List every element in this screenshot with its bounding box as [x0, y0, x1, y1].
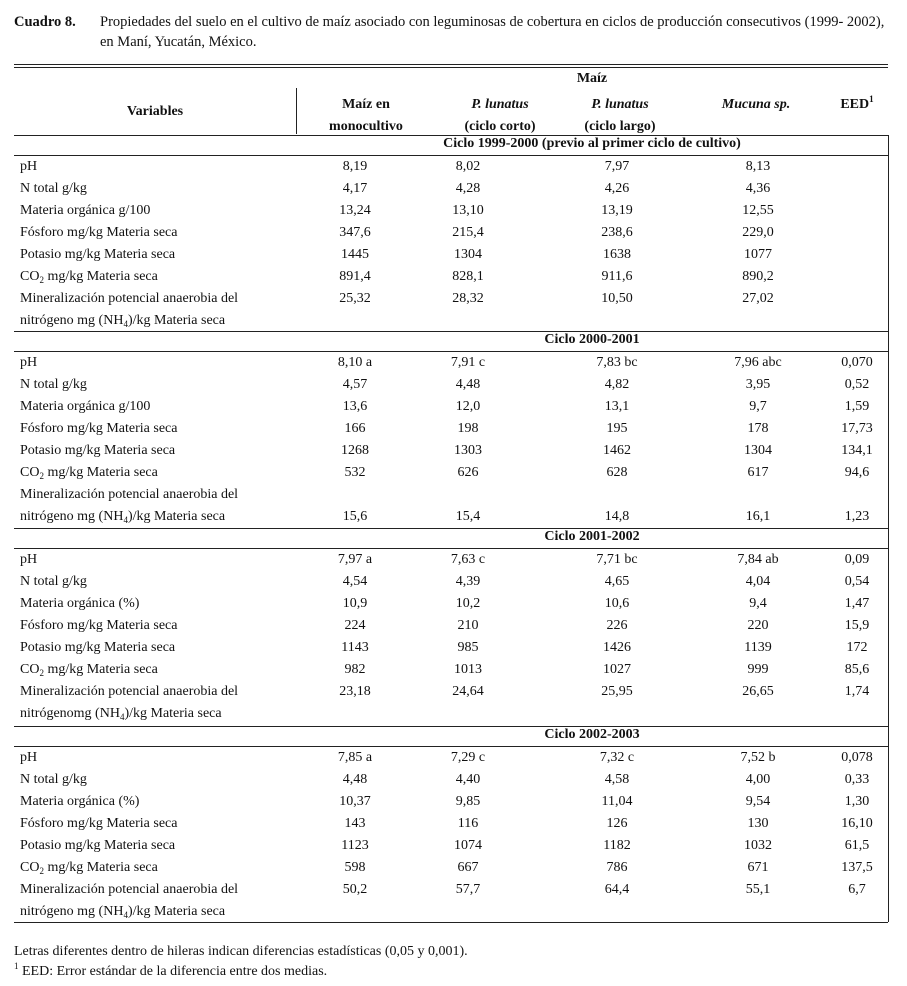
variable-text: Fósforo mg/kg Materia seca	[20, 225, 178, 240]
value-cell: 116	[457, 816, 479, 831]
section-title: Ciclo 2002-2003	[544, 727, 640, 742]
variable-subscript: 2	[39, 668, 44, 678]
value-cell: 27,02	[742, 291, 774, 306]
value-cell: 8,13	[745, 159, 771, 174]
value-cell: 667	[457, 860, 479, 875]
value-cell: 891,4	[339, 269, 371, 284]
value-cell: 626	[457, 465, 479, 480]
header-col-mucuna	[686, 94, 826, 116]
value-cell: 1013	[454, 662, 482, 677]
value-cell: 1139	[744, 640, 772, 655]
value-cell: 166	[344, 421, 366, 436]
rule-section-title-bottom-0	[14, 155, 888, 156]
value-cell: 7,32 c	[599, 750, 635, 765]
variable-text: pH	[20, 159, 38, 174]
variable-text: Fósforo mg/kg Materia seca	[20, 618, 178, 633]
value-cell: 126	[606, 816, 628, 831]
rule-section-title-bottom-1	[14, 351, 888, 352]
caption-text: Propiedades del suelo en el cultivo de maíz asociado con leguminosas de cobertura en ciclos de producción consecutivos (1999- 2002), en Maní, Yucatán, México.	[100, 14, 885, 50]
value-cell: 1268	[341, 443, 369, 458]
value-cell: 7,91 c	[450, 355, 486, 370]
value-cell: 13,1	[604, 399, 630, 414]
row-variable-label	[20, 639, 175, 657]
value-cell: 229,0	[742, 225, 774, 240]
note-significance: Letras diferentes dentro de hileras indican diferencias estadísticas (0,05 y 0,001).	[14, 944, 468, 959]
header-col-lunatus-largo	[550, 94, 690, 138]
variable-text: Materia orgánica g/100	[20, 203, 151, 218]
rule-top	[14, 64, 888, 65]
value-cell: 4,17	[342, 181, 368, 196]
variable-text: nitrógeno mg (NH	[20, 509, 124, 524]
header-col-eed-label: EED	[840, 97, 870, 112]
row-variable-label	[20, 661, 158, 679]
value-cell: 17,73	[841, 421, 873, 436]
value-cell: 7,97	[604, 159, 630, 174]
value-cell: 1462	[603, 443, 631, 458]
value-cell: 7,52 b	[740, 750, 776, 765]
value-cell: 4,39	[455, 574, 481, 589]
value-cell: 1032	[744, 838, 772, 853]
value-cell: 1077	[744, 247, 772, 262]
row-variable-label	[20, 158, 37, 176]
value-cell: 1182	[603, 838, 631, 853]
row-variable-label	[20, 180, 87, 198]
value-cell: 4,58	[604, 772, 630, 787]
variable-text: Potasio mg/kg Materia seca	[20, 247, 176, 262]
header-col-eed-footnote-mark: 1	[869, 94, 874, 104]
value-cell: 1,47	[844, 596, 870, 611]
value-cell: 9,7	[749, 399, 767, 414]
section-title: Ciclo 2000-2001	[544, 332, 640, 347]
variable-text: CO	[20, 269, 40, 284]
value-cell: 195	[606, 421, 628, 436]
variable-text: nitrógeno mg (NH	[20, 904, 124, 919]
variable-text: pH	[20, 750, 38, 765]
row-variable-label	[20, 749, 37, 767]
variable-text: CO	[20, 860, 40, 875]
variable-subscript: 4	[119, 712, 125, 722]
row-variable-label	[20, 312, 225, 330]
variable-text-suffix: )/kg Materia seca	[127, 904, 226, 919]
table-caption	[14, 12, 894, 52]
variable-text: Potasio mg/kg Materia seca	[20, 640, 176, 655]
value-cell: 1426	[603, 640, 631, 655]
value-cell: 15,6	[342, 509, 368, 524]
value-cell: 57,7	[455, 882, 481, 897]
value-cell: 143	[344, 816, 366, 831]
value-cell: 9,4	[749, 596, 767, 611]
header-col-lunatus-largo-line1: P. lunatus	[591, 97, 649, 112]
value-cell: 628	[606, 465, 628, 480]
value-cell: 7,96 abc	[734, 355, 782, 370]
variable-text: Mineralización potencial anaerobia del	[20, 882, 239, 897]
row-variable-label	[20, 551, 37, 569]
row-variable-label	[20, 837, 175, 855]
value-cell: 13,10	[452, 203, 484, 218]
note-eed-text: EED: Error estándar de la diferencia entre dos medias.	[18, 964, 328, 979]
value-cell: 16,10	[841, 816, 873, 831]
row-variable-label	[20, 442, 175, 460]
value-cell: 4,26	[604, 181, 630, 196]
value-cell: 1074	[454, 838, 482, 853]
variable-text: Fósforo mg/kg Materia seca	[20, 421, 178, 436]
variable-text: Mineralización potencial anaerobia del	[20, 487, 239, 502]
value-cell: 828,1	[452, 269, 484, 284]
variable-subscript: 2	[39, 275, 44, 285]
value-cell: 7,84 ab	[737, 552, 779, 567]
value-cell: 7,63 c	[450, 552, 486, 567]
value-cell: 671	[747, 860, 769, 875]
variable-text: Materia orgánica (%)	[20, 794, 140, 809]
value-cell: 16,1	[745, 509, 771, 524]
variable-text: Fósforo mg/kg Materia seca	[20, 816, 178, 831]
value-cell: 982	[344, 662, 366, 677]
value-cell: 10,50	[601, 291, 633, 306]
variable-text-suffix: )/kg Materia seca	[127, 313, 226, 328]
value-cell: 1123	[341, 838, 369, 853]
variable-text-suffix: mg/kg Materia seca	[43, 662, 158, 677]
variable-text: nitrógenomg (NH	[20, 706, 120, 721]
value-cell: 4,48	[455, 377, 481, 392]
value-cell: 224	[344, 618, 366, 633]
variable-text: CO	[20, 662, 40, 677]
value-cell: 10,2	[455, 596, 481, 611]
variable-subscript: 4	[123, 319, 128, 329]
value-cell: 50,2	[342, 882, 368, 897]
rule-top-double	[14, 67, 888, 68]
note-eed-mark: 1	[14, 961, 19, 971]
value-cell: 8,19	[342, 159, 368, 174]
value-cell: 4,40	[455, 772, 481, 787]
value-cell: 4,65	[604, 574, 630, 589]
note-eed	[14, 962, 468, 982]
row-variable-label	[20, 881, 238, 899]
header-col-lunatus-largo-line2: (ciclo largo)	[584, 119, 656, 134]
value-cell: 4,04	[745, 574, 771, 589]
rule-section-title-bottom-2	[14, 548, 888, 549]
value-cell: 0,54	[844, 574, 870, 589]
variable-text: Mineralización potencial anaerobia del	[20, 684, 239, 699]
row-variable-label	[20, 290, 238, 308]
value-cell: 0,33	[844, 772, 870, 787]
variable-text: N total g/kg	[20, 574, 87, 589]
value-cell: 137,5	[841, 860, 873, 875]
variable-text-suffix: )/kg Materia seca	[127, 509, 226, 524]
section-title: Ciclo 1999-2000 (previo al primer ciclo de cultivo)	[443, 136, 741, 151]
value-cell: 8,02	[455, 159, 481, 174]
row-variable-label	[20, 617, 177, 635]
variable-subscript: 4	[123, 515, 128, 525]
header-col-mucuna-line1: Mucuna sp.	[721, 97, 791, 112]
row-variable-label	[20, 595, 139, 613]
row-variable-label	[20, 859, 158, 877]
value-cell: 215,4	[452, 225, 484, 240]
value-cell: 6,7	[848, 882, 866, 897]
value-cell: 1,30	[844, 794, 870, 809]
value-cell: 28,32	[452, 291, 484, 306]
value-cell: 1304	[454, 247, 482, 262]
value-cell: 11,04	[601, 794, 633, 809]
header-col-monocultivo-line1: Maíz en	[342, 97, 390, 112]
value-cell: 9,54	[745, 794, 771, 809]
row-variable-label	[20, 354, 37, 372]
value-cell: 94,6	[844, 465, 870, 480]
row-variable-label	[20, 420, 177, 438]
row-variable-label	[20, 268, 158, 286]
value-cell: 210	[457, 618, 479, 633]
variable-text: N total g/kg	[20, 772, 87, 787]
value-cell: 4,28	[455, 181, 481, 196]
value-cell: 1,59	[844, 399, 870, 414]
value-cell: 26,65	[742, 684, 774, 699]
value-cell: 7,29 c	[450, 750, 486, 765]
variable-text-suffix: mg/kg Materia seca	[43, 860, 158, 875]
value-cell: 4,36	[745, 181, 771, 196]
value-cell: 9,85	[455, 794, 481, 809]
value-cell: 0,070	[841, 355, 873, 370]
value-cell: 1,74	[844, 684, 870, 699]
row-variable-label	[20, 202, 150, 220]
value-cell: 23,18	[339, 684, 371, 699]
value-cell: 999	[747, 662, 769, 677]
variable-text-suffix: mg/kg Materia seca	[43, 269, 158, 284]
value-cell: 4,00	[745, 772, 771, 787]
value-cell: 0,09	[844, 552, 870, 567]
variable-subscript: 2	[39, 471, 44, 481]
value-cell: 347,6	[339, 225, 371, 240]
value-cell: 1445	[341, 247, 369, 262]
value-cell: 15,9	[844, 618, 870, 633]
row-variable-label	[20, 508, 225, 526]
value-cell: 226	[606, 618, 628, 633]
header-variables: Variables	[126, 104, 184, 119]
header-col-lunatus-corto	[430, 94, 570, 138]
value-cell: 10,37	[339, 794, 371, 809]
header-col-lunatus-corto-line2: (ciclo corto)	[464, 119, 536, 134]
row-variable-label	[20, 793, 139, 811]
value-cell: 13,6	[342, 399, 368, 414]
variable-text: Potasio mg/kg Materia seca	[20, 443, 176, 458]
value-cell: 12,55	[742, 203, 774, 218]
variable-text: pH	[20, 552, 38, 567]
row-variable-label	[20, 376, 87, 394]
header-group-maiz: Maíz	[576, 71, 608, 86]
value-cell: 130	[747, 816, 769, 831]
value-cell: 1143	[341, 640, 369, 655]
value-cell: 25,95	[601, 684, 633, 699]
variable-text: pH	[20, 355, 38, 370]
caption-label: Cuadro 8.	[14, 14, 76, 30]
value-cell: 911,6	[601, 269, 633, 284]
rule-bottom	[14, 922, 888, 923]
value-cell: 786	[606, 860, 628, 875]
value-cell: 8,10 a	[337, 355, 373, 370]
variable-subscript: 4	[123, 910, 128, 920]
header-col-monocultivo	[296, 94, 436, 138]
variable-text: CO	[20, 465, 40, 480]
value-cell: 25,32	[339, 291, 371, 306]
value-cell: 1303	[454, 443, 482, 458]
row-variable-label	[20, 815, 177, 833]
value-cell: 890,2	[742, 269, 774, 284]
value-cell: 4,48	[342, 772, 368, 787]
value-cell: 238,6	[601, 225, 633, 240]
value-cell: 0,078	[841, 750, 873, 765]
value-cell: 220	[747, 618, 769, 633]
variable-text-suffix: )/kg Materia seca	[124, 706, 222, 721]
value-cell: 85,6	[844, 662, 870, 677]
value-cell: 172	[846, 640, 868, 655]
value-cell: 15,4	[455, 509, 481, 524]
value-cell: 1304	[744, 443, 772, 458]
variable-subscript: 2	[39, 866, 44, 876]
value-cell: 4,82	[604, 377, 630, 392]
vrule-header-left	[296, 88, 297, 134]
value-cell: 598	[344, 860, 366, 875]
row-variable-label	[20, 573, 87, 591]
value-cell: 7,83 bc	[596, 355, 638, 370]
table-notes	[14, 942, 468, 982]
value-cell: 12,0	[455, 399, 481, 414]
value-cell: 13,19	[601, 203, 633, 218]
variable-text: N total g/kg	[20, 181, 87, 196]
value-cell: 7,97 a	[337, 552, 373, 567]
value-cell: 55,1	[745, 882, 771, 897]
value-cell: 1,23	[844, 509, 870, 524]
row-variable-label	[20, 771, 87, 789]
variable-text: Materia orgánica g/100	[20, 399, 151, 414]
row-variable-label	[20, 683, 238, 701]
value-cell: 985	[457, 640, 479, 655]
header-col-eed	[826, 94, 888, 116]
variable-text: Potasio mg/kg Materia seca	[20, 838, 176, 853]
row-variable-label	[20, 398, 150, 416]
row-variable-label	[20, 464, 158, 482]
section-title: Ciclo 2001-2002	[544, 529, 640, 544]
value-cell: 10,6	[604, 596, 630, 611]
rule-section-title-bottom-3	[14, 746, 888, 747]
value-cell: 1027	[603, 662, 631, 677]
row-variable-label	[20, 903, 225, 921]
value-cell: 1638	[603, 247, 631, 262]
variable-text: N total g/kg	[20, 377, 87, 392]
value-cell: 10,9	[342, 596, 368, 611]
value-cell: 617	[747, 465, 769, 480]
value-cell: 198	[457, 421, 479, 436]
variable-text: Mineralización potencial anaerobia del	[20, 291, 239, 306]
value-cell: 3,95	[745, 377, 771, 392]
value-cell: 4,57	[342, 377, 368, 392]
value-cell: 0,52	[844, 377, 870, 392]
value-cell: 134,1	[841, 443, 873, 458]
variable-text-suffix: mg/kg Materia seca	[43, 465, 158, 480]
value-cell: 178	[747, 421, 769, 436]
value-cell: 14,8	[604, 509, 630, 524]
row-variable-label	[20, 224, 177, 242]
variable-text: Materia orgánica (%)	[20, 596, 140, 611]
value-cell: 532	[344, 465, 366, 480]
variable-text: nitrógeno mg (NH	[20, 313, 124, 328]
header-col-lunatus-corto-line1: P. lunatus	[471, 97, 529, 112]
row-variable-label	[20, 486, 238, 504]
value-cell: 4,54	[342, 574, 368, 589]
row-variable-label	[20, 246, 175, 264]
value-cell: 64,4	[604, 882, 630, 897]
row-variable-label	[20, 705, 222, 723]
value-cell: 7,71 bc	[596, 552, 638, 567]
header-col-monocultivo-line2: monocultivo	[329, 119, 403, 134]
value-cell: 7,85 a	[337, 750, 373, 765]
value-cell: 61,5	[844, 838, 870, 853]
value-cell: 24,64	[452, 684, 484, 699]
value-cell: 13,24	[339, 203, 371, 218]
